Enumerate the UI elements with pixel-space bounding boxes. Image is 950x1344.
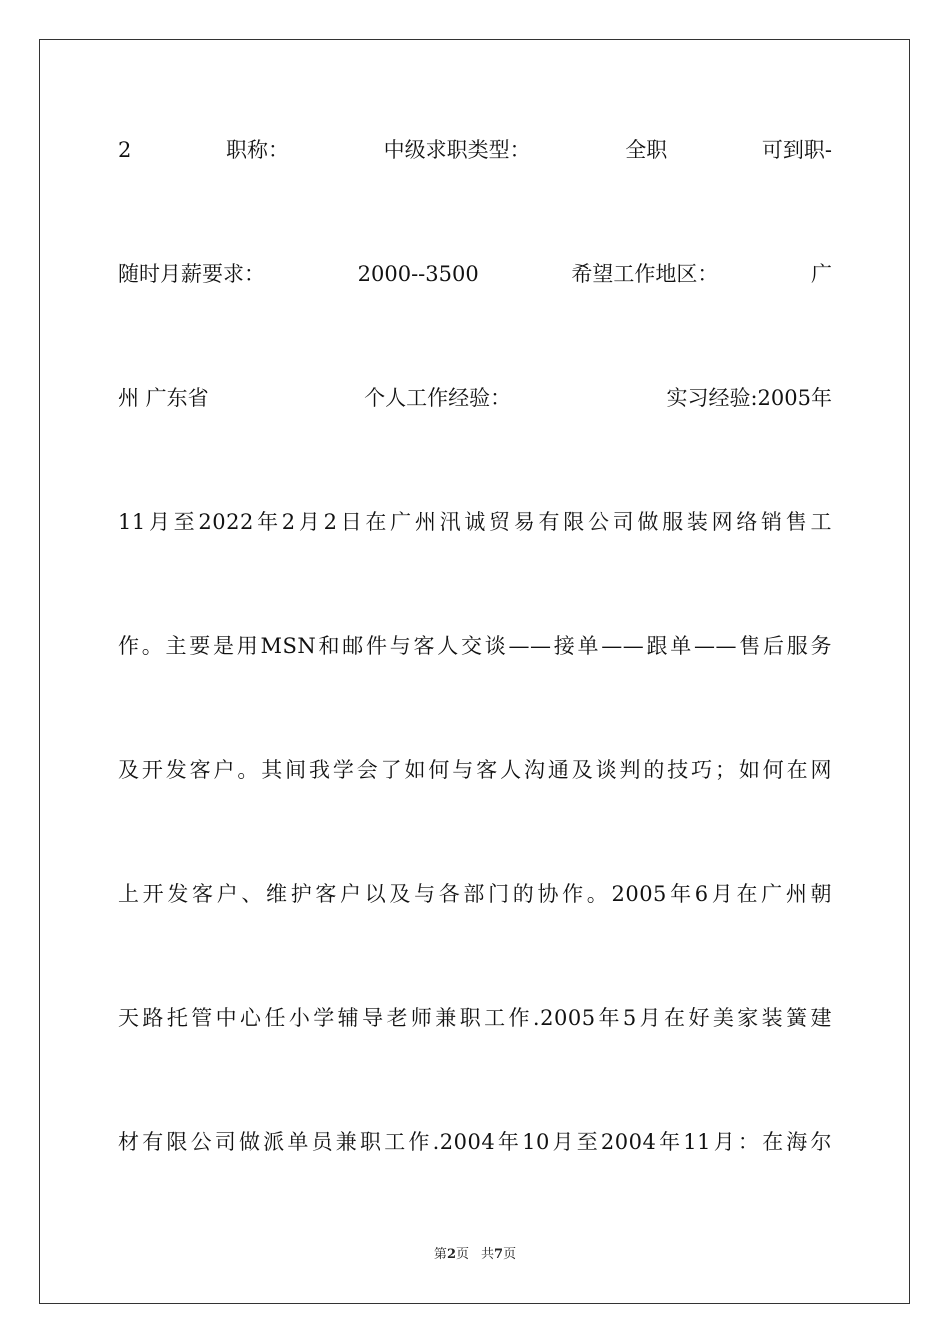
line-1-part-2: 职称： <box>226 138 289 162</box>
line-3-part-2: 个人工作经验： <box>364 386 512 410</box>
line-1-part-3: 中级求职类型： <box>383 138 531 162</box>
text-line-1 <box>118 135 832 165</box>
page-prefix: 第 <box>433 1247 447 1262</box>
line-1-part-4: 全职 <box>625 138 668 162</box>
total-prefix: 共 <box>481 1247 495 1262</box>
text-line-8: 天路托管中心任小学辅导老师兼职工作.2005年5月在好美家装簧建 <box>118 1006 832 1030</box>
text-line-2 <box>118 259 832 289</box>
line-3-part-1: 州 广东省 <box>118 386 209 410</box>
total-suffix: 页 <box>503 1247 517 1262</box>
text-line-7: 上开发客户、维护客户以及与各部门的协作。2005年6月在广州朝 <box>118 882 832 906</box>
text-line-5: 作。主要是用MSN和邮件与客人交谈——接单——跟单——售后服务 <box>118 634 832 658</box>
line-2-part-3: 希望工作地区： <box>571 262 719 286</box>
line-2-part-2: 2000--3500 <box>357 262 479 286</box>
page-number: 2 <box>446 1247 456 1262</box>
text-line-9: 材有限公司做派单员兼职工作.2004年10月至2004年11月：在海尔 <box>118 1130 832 1154</box>
line-2-part-4: 广 <box>811 262 832 286</box>
line-3-part-3: 实习经验:2005年 <box>666 386 832 410</box>
page-suffix: 页 <box>455 1247 469 1262</box>
text-line-4: 11月至2022年2月2日在广州汛诚贸易有限公司做服装网络销售工 <box>118 510 832 534</box>
total-pages: 7 <box>494 1247 504 1262</box>
page-footer <box>0 1247 950 1263</box>
text-line-3 <box>118 383 832 413</box>
text-line-6: 及开发客户。其间我学会了如何与客人沟通及谈判的技巧；如何在网 <box>118 758 832 782</box>
line-1-part-1: 2 <box>118 138 132 162</box>
line-1-part-5: 可到职- <box>761 138 832 162</box>
page-border <box>39 39 910 1304</box>
line-2-part-1: 随时月薪要求： <box>118 262 265 286</box>
